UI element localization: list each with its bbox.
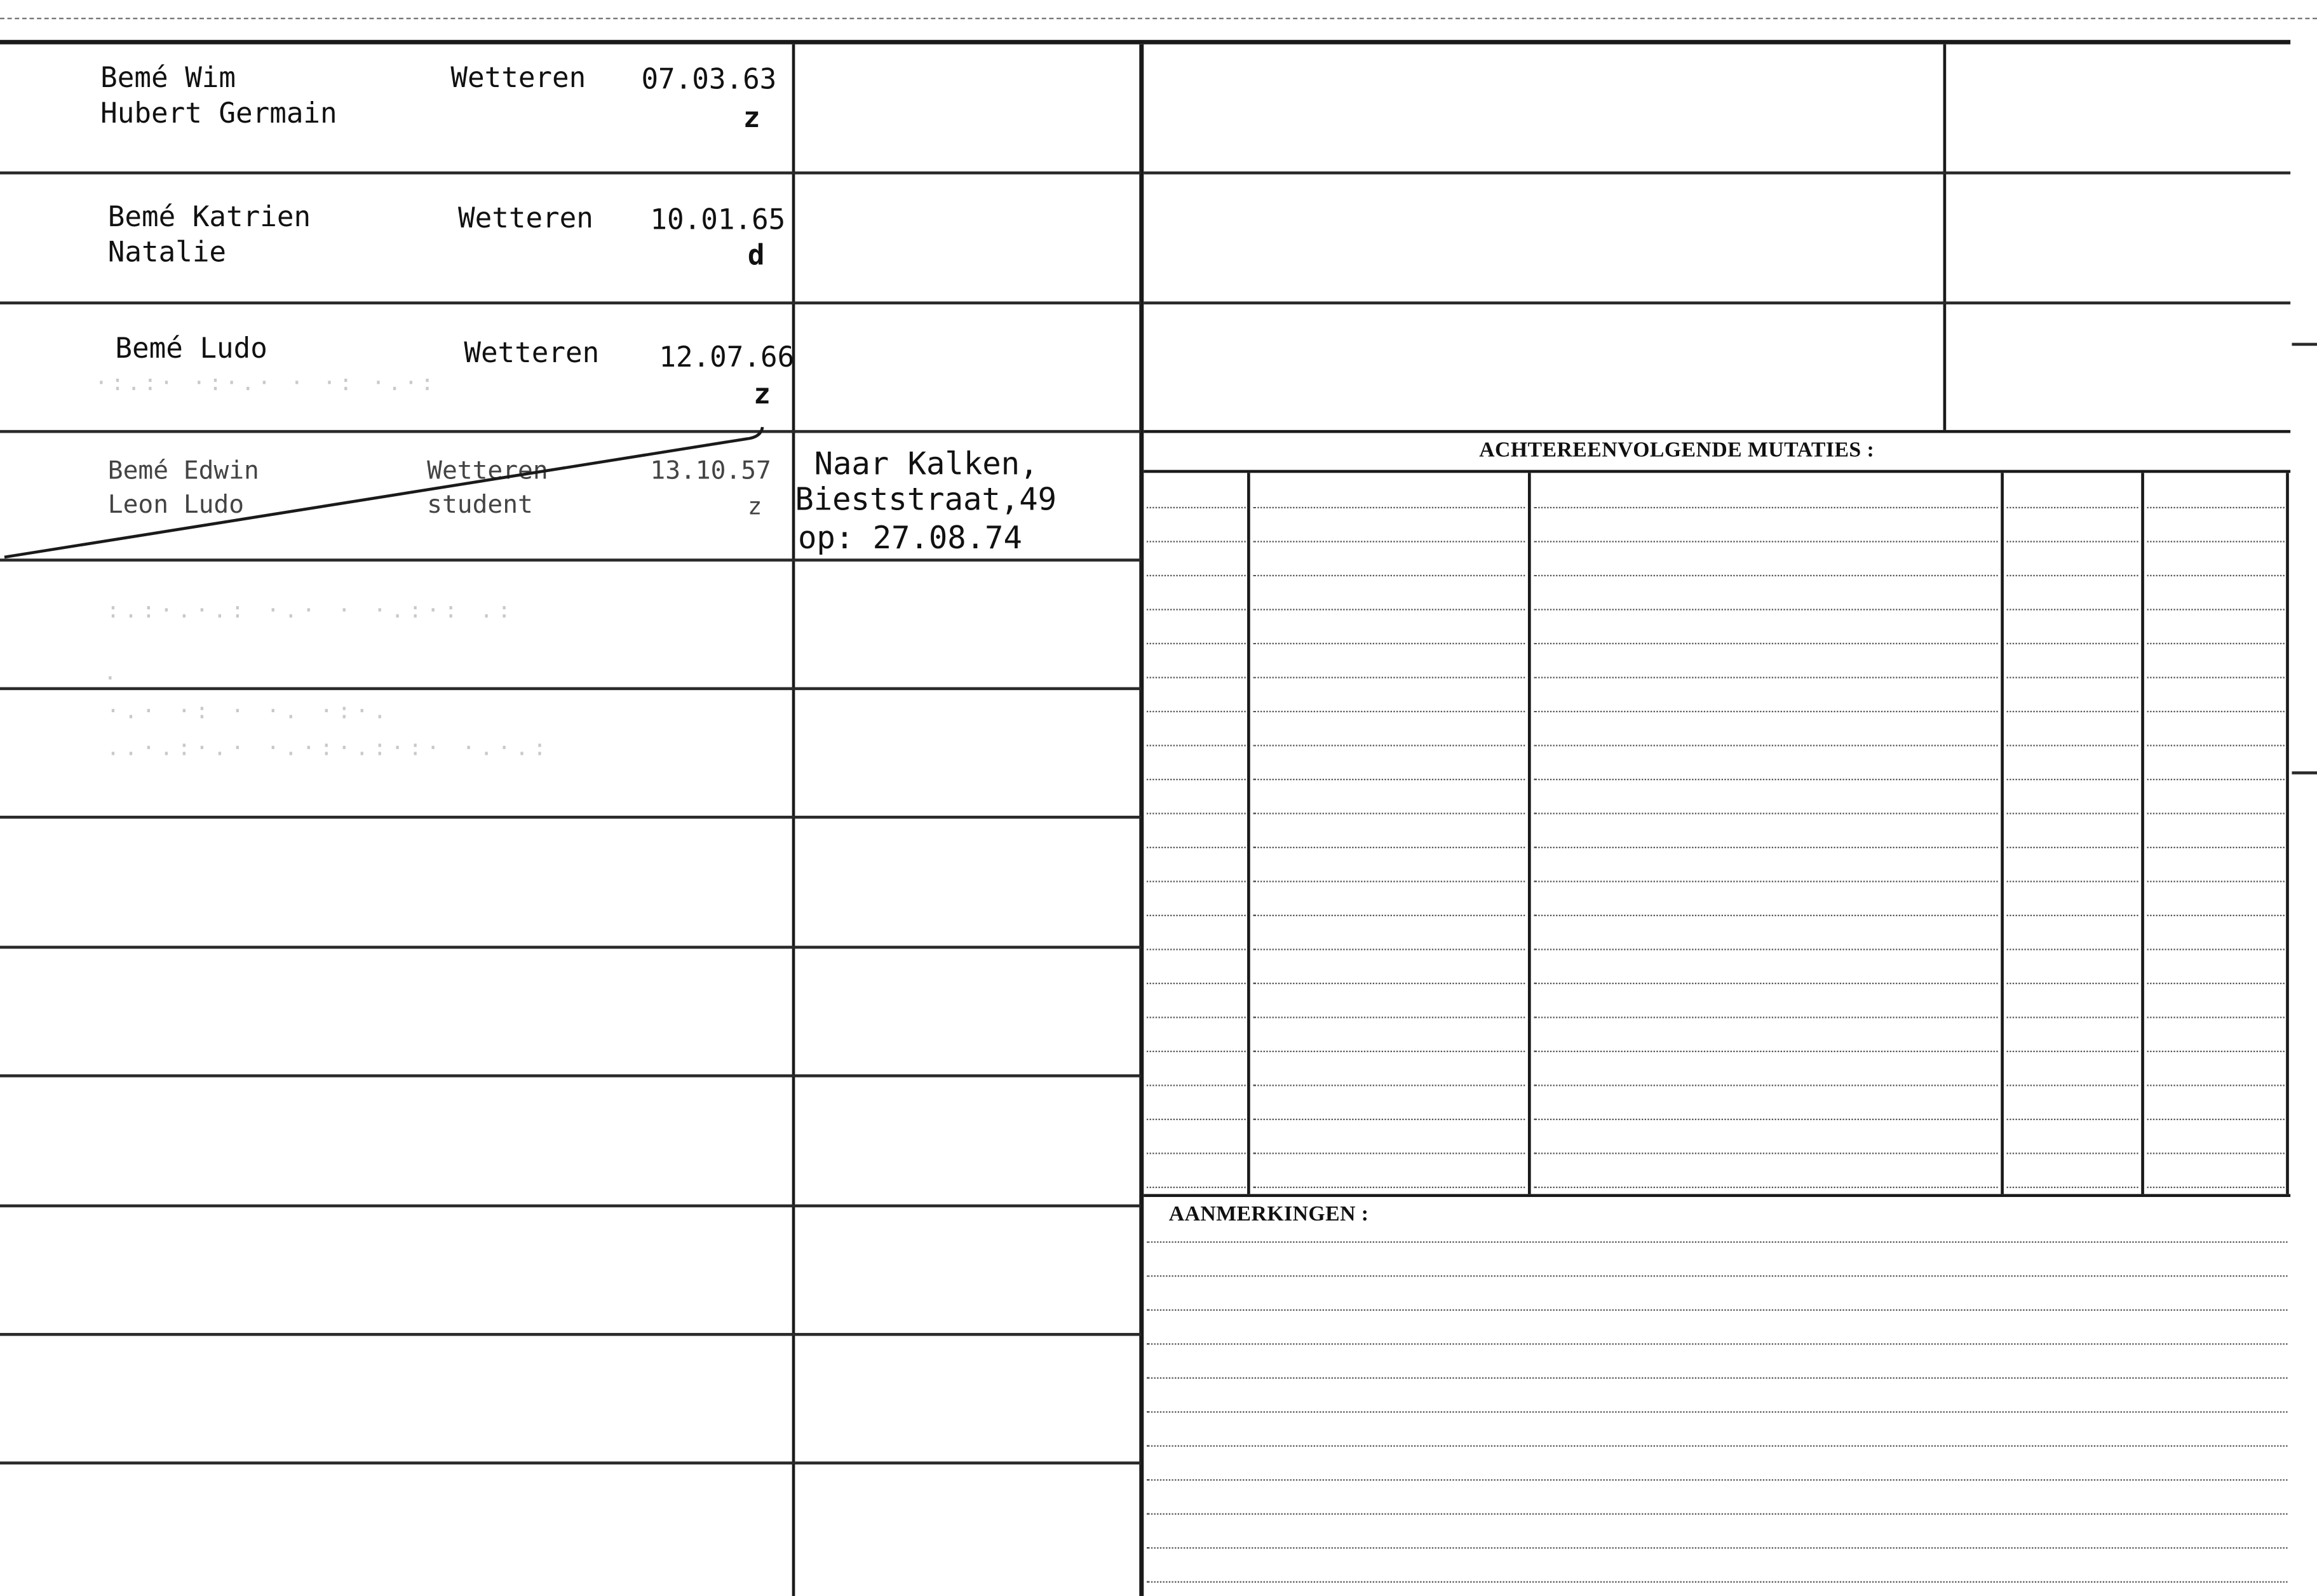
- erased-text: ·: [103, 665, 117, 692]
- person-occupation: student: [427, 490, 533, 520]
- erased-text: ..·.:·.· ·.·:·.:·:· ·.·.:: [106, 734, 551, 761]
- person-birthdate: 10.01.65: [650, 203, 786, 237]
- person-code: d: [747, 239, 765, 272]
- remarks-heading: AANMERKINGEN :: [1168, 1203, 1369, 1227]
- person-code: z: [747, 492, 762, 520]
- transfer-line-1: Naar Kalken,: [814, 446, 1039, 482]
- person-birthdate: 13.10.57: [650, 456, 771, 487]
- person-firstnames: Leon Ludo: [107, 490, 245, 520]
- person-code: z: [743, 102, 760, 135]
- person-birthdate: 07.03.63: [641, 64, 777, 97]
- person-name: Bemé Edwin: [107, 456, 259, 487]
- person-firstnames: Natalie: [107, 236, 227, 269]
- person-place: Wetteren: [458, 202, 593, 235]
- person-place: Wetteren: [450, 62, 586, 95]
- person-place: Wetteren: [464, 337, 600, 370]
- erased-text: ·.· ·: · ·. ·:·.: [106, 697, 391, 724]
- person-place: Wetteren: [427, 456, 548, 487]
- person-name: Bemé Wim: [100, 62, 236, 95]
- person-name: Bemé Ludo: [115, 332, 267, 365]
- erased-text: :.:·.·.: ·.· · ·.:·: .:: [106, 597, 516, 624]
- person-code: z: [753, 378, 771, 411]
- person-name: Bemé Katrien: [107, 201, 311, 234]
- erased-text: ·:.:· ·:·.· · ·: ·.·:: [94, 369, 437, 396]
- transfer-line-2: Bieststraat,49: [795, 482, 1057, 518]
- person-birthdate: 12.07.66: [659, 341, 795, 374]
- person-firstnames: Hubert Germain: [100, 97, 337, 130]
- mutations-heading: ACHTEREENVOLGENDE MUTATIES :: [1479, 438, 1875, 463]
- transfer-line-3: op: 27.08.74: [797, 520, 1022, 556]
